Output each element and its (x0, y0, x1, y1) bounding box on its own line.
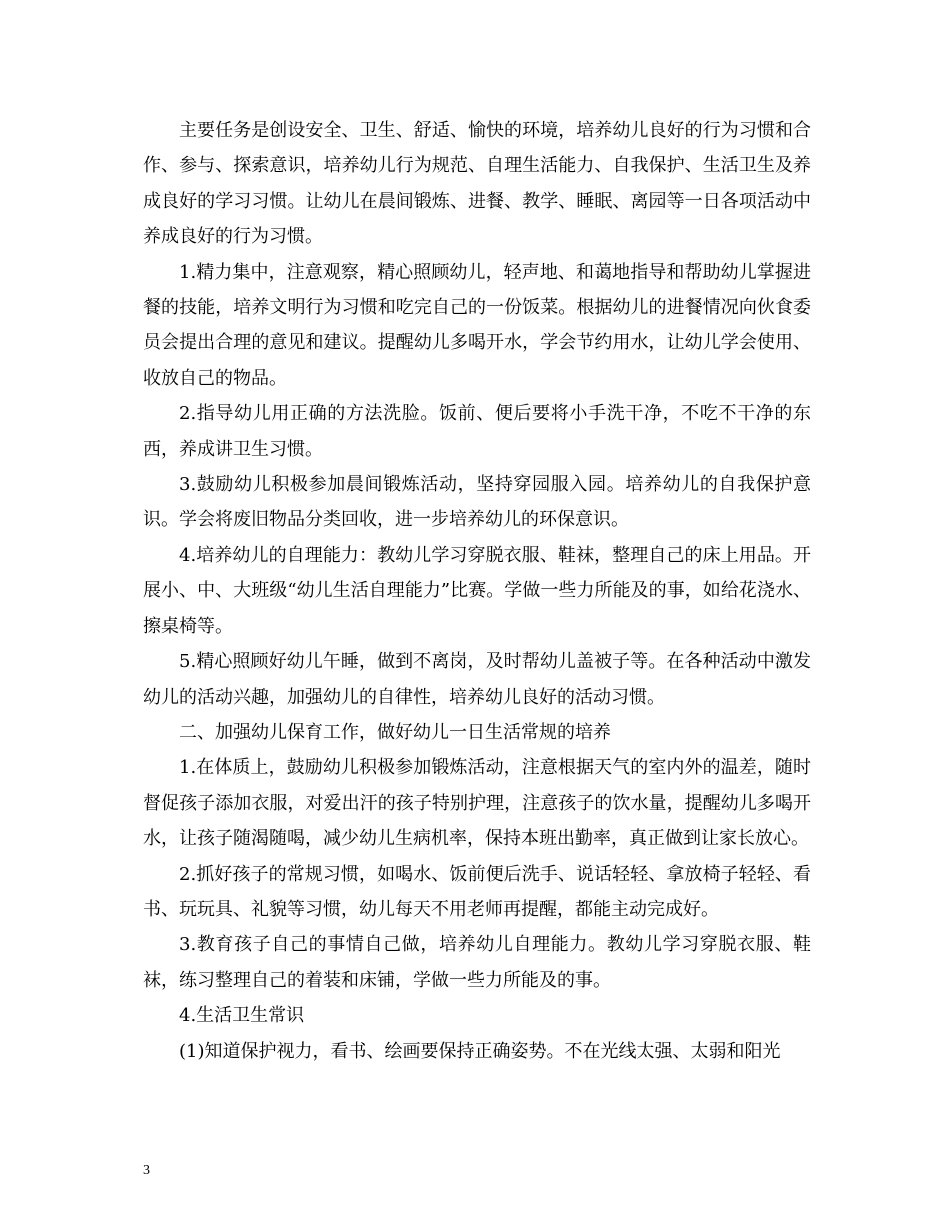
section-heading-care-work: 二、加强幼儿保育工作，做好幼儿一日生活常规的培养 (179, 721, 611, 743)
paragraph-care-2-routines: 2.抓好孩子的常规习惯，如喝水、饭前便后洗手、说话轻轻、拿放椅子轻轻、看书、玩玩具、礼貌等习惯，幼儿每天不用老师再提醒，都能主动完成好。 (143, 863, 811, 920)
page-number: 3 (143, 1163, 150, 1178)
paragraph-main-tasks: 主要任务是创设安全、卫生、舒适、愉快的环境，培养幼儿良好的行为习惯和合作、参与、探索意识，培养幼儿行为规范、自理生活能力、自我保护、生活卫生及养成良好的学习习惯。让幼儿在晨间锻炼、进餐、教学、睡眠、离园等一日各项活动中养成良好的行为习惯。 (143, 120, 811, 248)
paragraph-item-3-exercise: 3.鼓励幼儿积极参加晨间锻炼活动，坚持穿园服入园。培养幼儿的自我保护意识。学会将废旧物品分类回收，进一步培养幼儿的环保意识。 (143, 474, 811, 531)
paragraph-item-4-self-care: 4.培养幼儿的自理能力：教幼儿学习穿脱衣服、鞋袜，整理自己的床上用品。开展小、中、大班级“幼儿生活自理能力”比赛。学做一些力所能及的事，如给花浇水、擦桌椅等。 (143, 544, 811, 637)
paragraph-care-4-hygiene-heading: 4.生活卫生常识 (179, 1005, 305, 1027)
paragraph-care-1-physique: 1.在体质上，鼓励幼儿积极参加锻炼活动，注意根据天气的室内外的温差，随时督促孩子添加衣服，对爱出汗的孩子特别护理，注意孩子的饮水量，提醒幼儿多喝开水，让孩子随渴随喝，减少幼儿生病机率，保持本班出勤率，真正做到让家长放心。 (143, 757, 811, 850)
paragraph-item-2-washing: 2.指导幼儿用正确的方法洗脸。饭前、便后要将小手洗干净，不吃不干净的东西，养成讲卫生习惯。 (143, 403, 811, 460)
paragraph-item-5-nap: 5.精心照顾好幼儿午睡，做到不离岗，及时帮幼儿盖被子等。在各种活动中激发幼儿的活动兴趣，加强幼儿的自律性，培养幼儿良好的活动习惯。 (143, 651, 811, 708)
paragraph-care-3-independence: 3.教育孩子自己的事情自己做，培养幼儿自理能力。教幼儿学习穿脱衣服、鞋袜，练习整理自己的着装和床铺，学做一些力所能及的事。 (143, 934, 811, 991)
paragraph-item-1-meals: 1.精力集中，注意观察，精心照顾幼儿，轻声地、和蔼地指导和帮助幼儿掌握进餐的技能，培养文明行为习惯和吃完自己的一份饭菜。根据幼儿的进餐情况向伙食委员会提出合理的意见和建议。提醒幼儿多喝开水，学会节约用水，让幼儿学会使用、收放自己的物品。 (143, 261, 811, 389)
paragraph-care-4-1-eyesight: (1)知道保护视力，看书、绘画要保持正确姿势。不在光线太强、太弱和阳光 (179, 1040, 781, 1062)
document-body (143, 113, 811, 1069)
